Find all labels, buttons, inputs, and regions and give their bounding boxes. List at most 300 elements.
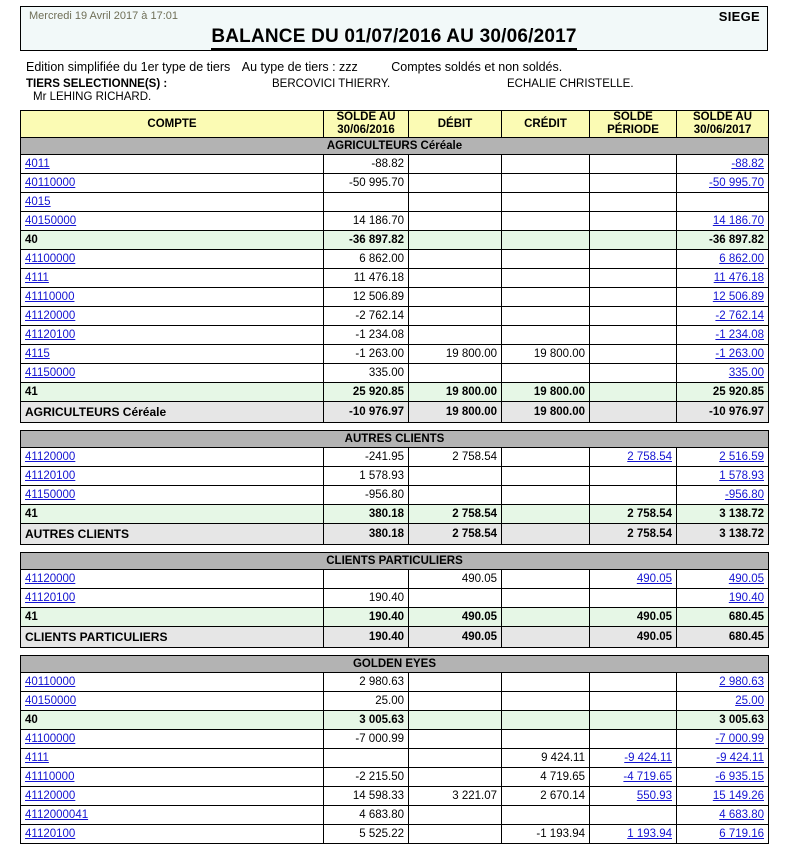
account-cell bbox=[21, 174, 324, 193]
table-row bbox=[21, 448, 769, 467]
solde-new-link[interactable]: 25.00 bbox=[735, 695, 764, 707]
section-spacer-cell bbox=[21, 648, 769, 656]
solde-periode-link[interactable]: 490.05 bbox=[636, 573, 672, 585]
solde-periode-cell: 2 758.54 bbox=[590, 524, 677, 545]
subtotal-row bbox=[21, 608, 769, 627]
debit-cell: 2 758.54 bbox=[409, 505, 502, 524]
solde-periode-cell bbox=[590, 307, 677, 326]
solde-new-cell: 25 920.85 bbox=[677, 383, 769, 402]
debit-cell bbox=[409, 730, 502, 749]
solde-new-link[interactable]: 335.00 bbox=[728, 367, 764, 379]
account-link[interactable]: 41120000 bbox=[25, 790, 76, 802]
account-cell bbox=[21, 288, 324, 307]
table-row bbox=[21, 155, 769, 174]
debit-cell: 2 758.54 bbox=[409, 448, 502, 467]
solde-new-cell bbox=[677, 467, 769, 486]
debit-cell: 3 221.07 bbox=[409, 787, 502, 806]
credit-cell bbox=[502, 505, 590, 524]
account-cell bbox=[21, 673, 324, 692]
solde-new-link[interactable]: 490.05 bbox=[728, 573, 764, 585]
solde-periode-cell bbox=[590, 193, 677, 212]
credit-cell: 2 670.14 bbox=[502, 787, 590, 806]
solde-new-cell bbox=[677, 448, 769, 467]
credit-cell bbox=[502, 448, 590, 467]
solde-new-cell: 680.45 bbox=[677, 608, 769, 627]
table-row bbox=[21, 250, 769, 269]
table-row bbox=[21, 673, 769, 692]
table-row bbox=[21, 269, 769, 288]
solde-new-link[interactable]: 190.40 bbox=[728, 592, 764, 604]
account-cell bbox=[21, 768, 324, 787]
solde-periode-cell bbox=[590, 383, 677, 402]
account-cell bbox=[21, 448, 324, 467]
subtotal-label-cell: 40 bbox=[21, 711, 324, 730]
debit-cell: 2 758.54 bbox=[409, 524, 502, 545]
solde-periode-cell bbox=[590, 231, 677, 250]
account-link[interactable]: 4111 bbox=[25, 272, 49, 284]
solde-periode-link[interactable]: 550.93 bbox=[636, 790, 672, 802]
solde-new-cell: 3 005.63 bbox=[677, 711, 769, 730]
solde-periode-cell: 2 758.54 bbox=[590, 505, 677, 524]
table-row bbox=[21, 692, 769, 711]
credit-cell bbox=[502, 174, 590, 193]
credit-cell: -1 193.94 bbox=[502, 825, 590, 844]
account-link[interactable]: 41110000 bbox=[25, 771, 75, 783]
credit-cell bbox=[502, 231, 590, 250]
column-header-credit bbox=[502, 111, 590, 138]
account-link[interactable]: 41100000 bbox=[25, 253, 76, 265]
solde-periode-link[interactable]: -4 719.65 bbox=[623, 771, 672, 783]
type-tiers-label: Au type de tiers : zzz bbox=[241, 60, 358, 74]
tiers-name-3: Mr LEHING RICHARD. bbox=[33, 91, 152, 103]
credit-cell: 19 800.00 bbox=[502, 345, 590, 364]
solde-prev-cell: 1 578.93 bbox=[324, 467, 409, 486]
solde-new-link[interactable]: 2 980.63 bbox=[719, 676, 764, 688]
solde-periode-cell: 490.05 bbox=[590, 608, 677, 627]
solde-prev-cell: -2 762.14 bbox=[324, 307, 409, 326]
table-row bbox=[21, 825, 769, 844]
solde-new-link[interactable]: 14 186.70 bbox=[712, 215, 764, 227]
section-spacer bbox=[21, 423, 769, 431]
account-link[interactable]: 41150000 bbox=[25, 367, 76, 379]
account-cell bbox=[21, 825, 324, 844]
solde-new-link[interactable]: 12 506.89 bbox=[712, 291, 764, 303]
solde-periode-cell bbox=[590, 787, 677, 806]
solde-prev-cell bbox=[324, 749, 409, 768]
section-header-row bbox=[21, 553, 769, 570]
column-header-debit-l1: DÉBIT bbox=[437, 117, 473, 130]
solde-prev-cell: -2 215.50 bbox=[324, 768, 409, 787]
table-row bbox=[21, 345, 769, 364]
account-link[interactable]: 41150000 bbox=[25, 489, 76, 501]
debit-cell bbox=[409, 269, 502, 288]
solde-periode-cell bbox=[590, 364, 677, 383]
column-header-credit-l1: CRÉDIT bbox=[524, 117, 567, 130]
solde-periode-cell bbox=[590, 288, 677, 307]
solde-periode-cell bbox=[590, 486, 677, 505]
solde-prev-cell: 14 186.70 bbox=[324, 212, 409, 231]
solde-prev-cell: 335.00 bbox=[324, 364, 409, 383]
total-label-cell: AGRICULTEURS Céréale bbox=[21, 402, 324, 423]
solde-new-link[interactable]: -2 762.14 bbox=[715, 310, 764, 322]
solde-new-cell: 3 138.72 bbox=[677, 524, 769, 545]
total-row bbox=[21, 524, 769, 545]
account-cell bbox=[21, 692, 324, 711]
edition-line bbox=[26, 60, 562, 74]
solde-prev-cell: -50 995.70 bbox=[324, 174, 409, 193]
solde-new-link[interactable]: 1 578.93 bbox=[719, 470, 764, 482]
print-timestamp: Mercredi 19 Avril 2017 à 17:01 bbox=[29, 10, 178, 22]
account-cell bbox=[21, 467, 324, 486]
table-row bbox=[21, 288, 769, 307]
solde-periode-cell bbox=[590, 467, 677, 486]
solde-prev-cell bbox=[324, 570, 409, 589]
account-cell bbox=[21, 155, 324, 174]
table-row bbox=[21, 364, 769, 383]
credit-cell: 9 424.11 bbox=[502, 749, 590, 768]
solde-prev-cell: -241.95 bbox=[324, 448, 409, 467]
account-cell bbox=[21, 364, 324, 383]
solde-new-cell bbox=[677, 174, 769, 193]
section-spacer bbox=[21, 648, 769, 656]
solde-prev-cell: 380.18 bbox=[324, 505, 409, 524]
solde-new-cell bbox=[677, 269, 769, 288]
solde-new-link[interactable]: -1 263.00 bbox=[715, 348, 764, 360]
solde-periode-cell bbox=[590, 692, 677, 711]
solde-periode-cell bbox=[590, 806, 677, 825]
solde-prev-cell: -88.82 bbox=[324, 155, 409, 174]
total-label-cell: AUTRES CLIENTS bbox=[21, 524, 324, 545]
debit-cell bbox=[409, 193, 502, 212]
debit-cell bbox=[409, 364, 502, 383]
solde-new-cell bbox=[677, 307, 769, 326]
report-title-banner bbox=[20, 6, 768, 51]
solde-new-link[interactable]: -956.80 bbox=[724, 489, 764, 501]
column-header-compte bbox=[21, 111, 324, 138]
account-link[interactable]: 41120000 bbox=[25, 310, 76, 322]
solde-periode-cell bbox=[590, 402, 677, 423]
account-cell bbox=[21, 212, 324, 231]
column-header-solde-prev-l1: SOLDE AU bbox=[336, 111, 396, 123]
solde-prev-cell: -7 000.99 bbox=[324, 730, 409, 749]
account-cell bbox=[21, 787, 324, 806]
credit-cell bbox=[502, 589, 590, 608]
account-link[interactable]: 4112000041 bbox=[25, 809, 89, 821]
solde-prev-cell: -956.80 bbox=[324, 486, 409, 505]
solde-prev-cell: -36 897.82 bbox=[324, 231, 409, 250]
solde-periode-link[interactable]: 1 193.94 bbox=[627, 828, 672, 840]
section-title: CLIENTS PARTICULIERS bbox=[21, 553, 769, 570]
solde-periode-cell bbox=[590, 673, 677, 692]
column-header-solde-periode-l2: PÉRIODE bbox=[607, 124, 659, 136]
solde-new-link[interactable]: 2 516.59 bbox=[719, 451, 764, 463]
solde-new-link[interactable]: -7 000.99 bbox=[715, 733, 764, 745]
credit-cell bbox=[502, 806, 590, 825]
balance-table-wrapper bbox=[20, 110, 768, 844]
account-cell bbox=[21, 730, 324, 749]
solde-periode-link[interactable]: 2 758.54 bbox=[627, 451, 672, 463]
solde-new-link[interactable]: 6 862.00 bbox=[719, 253, 764, 265]
credit-cell bbox=[502, 288, 590, 307]
solde-prev-cell: 5 525.22 bbox=[324, 825, 409, 844]
section-title: GOLDEN EYES bbox=[21, 656, 769, 673]
table-body bbox=[21, 138, 769, 844]
section-title: AGRICULTEURS Céréale bbox=[21, 138, 769, 155]
debit-cell bbox=[409, 768, 502, 787]
solde-new-link[interactable]: 4 683.80 bbox=[719, 809, 764, 821]
solde-new-cell bbox=[677, 825, 769, 844]
solde-new-cell bbox=[677, 589, 769, 608]
solde-periode-cell bbox=[590, 345, 677, 364]
credit-cell bbox=[502, 486, 590, 505]
account-link[interactable]: 41120000 bbox=[25, 573, 76, 585]
credit-cell bbox=[502, 250, 590, 269]
solde-new-cell: 3 138.72 bbox=[677, 505, 769, 524]
solde-new-link[interactable]: -50 995.70 bbox=[709, 177, 764, 189]
solde-periode-cell bbox=[590, 174, 677, 193]
solde-new-link[interactable]: -88.82 bbox=[731, 158, 764, 170]
account-link[interactable]: 41110000 bbox=[25, 291, 75, 303]
balance-table bbox=[20, 110, 769, 844]
debit-cell bbox=[409, 806, 502, 825]
account-cell bbox=[21, 570, 324, 589]
total-label-cell: CLIENTS PARTICULIERS bbox=[21, 627, 324, 648]
debit-cell bbox=[409, 673, 502, 692]
solde-new-cell bbox=[677, 288, 769, 307]
credit-cell bbox=[502, 608, 590, 627]
solde-prev-cell: 11 476.18 bbox=[324, 269, 409, 288]
account-cell bbox=[21, 806, 324, 825]
solde-new-cell bbox=[677, 768, 769, 787]
account-link[interactable]: 4115 bbox=[25, 348, 50, 360]
debit-cell: 19 800.00 bbox=[409, 345, 502, 364]
table-row bbox=[21, 589, 769, 608]
solde-periode-cell bbox=[590, 448, 677, 467]
solde-prev-cell: -1 263.00 bbox=[324, 345, 409, 364]
account-cell bbox=[21, 589, 324, 608]
account-link[interactable]: 40150000 bbox=[25, 695, 77, 707]
credit-cell: 4 719.65 bbox=[502, 768, 590, 787]
account-link[interactable]: 41120100 bbox=[25, 470, 76, 482]
account-link[interactable]: 40150000 bbox=[25, 215, 77, 227]
solde-periode-cell bbox=[590, 711, 677, 730]
solde-new-cell bbox=[677, 570, 769, 589]
subtotal-label-cell: 40 bbox=[21, 231, 324, 250]
table-row bbox=[21, 486, 769, 505]
solde-new-link[interactable]: -9 424.11 bbox=[716, 752, 764, 764]
credit-cell bbox=[502, 570, 590, 589]
section-spacer bbox=[21, 545, 769, 553]
account-link[interactable]: 41120100 bbox=[25, 329, 76, 341]
solde-prev-cell: 3 005.63 bbox=[324, 711, 409, 730]
solde-periode-cell bbox=[590, 326, 677, 345]
page-title bbox=[21, 26, 767, 48]
debit-cell bbox=[409, 174, 502, 193]
tiers-name-2: ECHALIE CHRISTELLE. bbox=[507, 78, 634, 90]
debit-cell bbox=[409, 825, 502, 844]
solde-periode-cell bbox=[590, 250, 677, 269]
solde-new-cell bbox=[677, 250, 769, 269]
solde-new-cell: -10 976.97 bbox=[677, 402, 769, 423]
column-header-debit bbox=[409, 111, 502, 138]
credit-cell bbox=[502, 692, 590, 711]
credit-cell bbox=[502, 326, 590, 345]
account-link[interactable]: 40110000 bbox=[25, 676, 76, 688]
tiers-name-1: BERCOVICI THIERRY. bbox=[272, 78, 391, 90]
solde-new-cell bbox=[677, 193, 769, 212]
solde-prev-cell: 14 598.33 bbox=[324, 787, 409, 806]
solde-new-cell bbox=[677, 345, 769, 364]
solde-new-cell bbox=[677, 692, 769, 711]
table-head bbox=[21, 111, 769, 138]
solde-periode-cell bbox=[590, 589, 677, 608]
solde-periode-cell: 490.05 bbox=[590, 627, 677, 648]
debit-cell bbox=[409, 711, 502, 730]
site-label: SIEGE bbox=[718, 9, 760, 24]
solde-prev-cell: 190.40 bbox=[324, 608, 409, 627]
solde-new-cell bbox=[677, 673, 769, 692]
column-header-row bbox=[21, 111, 769, 138]
subtotal-label-cell: 41 bbox=[21, 505, 324, 524]
table-row bbox=[21, 174, 769, 193]
debit-cell bbox=[409, 307, 502, 326]
solde-prev-cell: 25.00 bbox=[324, 692, 409, 711]
account-link[interactable]: 4111 bbox=[25, 752, 49, 764]
solde-prev-cell: 12 506.89 bbox=[324, 288, 409, 307]
column-header-solde-prev bbox=[324, 111, 409, 138]
subtotal-row bbox=[21, 231, 769, 250]
solde-prev-cell: -10 976.97 bbox=[324, 402, 409, 423]
table-row bbox=[21, 787, 769, 806]
debit-cell bbox=[409, 231, 502, 250]
table-row bbox=[21, 307, 769, 326]
credit-cell bbox=[502, 467, 590, 486]
debit-cell: 490.05 bbox=[409, 627, 502, 648]
solde-periode-cell bbox=[590, 749, 677, 768]
credit-cell bbox=[502, 711, 590, 730]
table-row bbox=[21, 570, 769, 589]
subtotal-label-cell: 41 bbox=[21, 608, 324, 627]
debit-cell bbox=[409, 326, 502, 345]
section-title: AUTRES CLIENTS bbox=[21, 431, 769, 448]
section-header-row bbox=[21, 431, 769, 448]
solde-periode-cell bbox=[590, 730, 677, 749]
solde-periode-cell bbox=[590, 768, 677, 787]
subtotal-row bbox=[21, 711, 769, 730]
solde-new-cell bbox=[677, 212, 769, 231]
debit-cell bbox=[409, 212, 502, 231]
solde-new-cell bbox=[677, 364, 769, 383]
solde-new-cell bbox=[677, 486, 769, 505]
solde-prev-cell: 190.40 bbox=[324, 627, 409, 648]
column-header-solde-periode bbox=[590, 111, 677, 138]
solde-periode-link[interactable]: -9 424.11 bbox=[624, 752, 672, 764]
section-header-row bbox=[21, 138, 769, 155]
solde-new-cell bbox=[677, 326, 769, 345]
table-row bbox=[21, 212, 769, 231]
account-link[interactable]: 41100000 bbox=[25, 733, 76, 745]
solde-new-cell bbox=[677, 155, 769, 174]
debit-cell bbox=[409, 486, 502, 505]
solde-prev-cell: 2 980.63 bbox=[324, 673, 409, 692]
debit-cell bbox=[409, 692, 502, 711]
credit-cell: 19 800.00 bbox=[502, 383, 590, 402]
credit-cell bbox=[502, 627, 590, 648]
solde-new-link[interactable]: 6 719.16 bbox=[719, 828, 764, 840]
column-header-solde-new-l1: SOLDE AU bbox=[693, 111, 752, 123]
total-row bbox=[21, 627, 769, 648]
solde-prev-cell bbox=[324, 193, 409, 212]
subtotal-row bbox=[21, 383, 769, 402]
solde-new-cell: -36 897.82 bbox=[677, 231, 769, 250]
table-row bbox=[21, 467, 769, 486]
solde-new-link[interactable]: -6 935.15 bbox=[715, 771, 764, 783]
account-link[interactable]: 40110000 bbox=[25, 177, 76, 189]
account-link[interactable]: 4011 bbox=[25, 158, 50, 170]
account-link[interactable]: 41120100 bbox=[25, 828, 76, 840]
credit-cell bbox=[502, 212, 590, 231]
credit-cell bbox=[502, 155, 590, 174]
account-link[interactable]: 4015 bbox=[25, 196, 51, 208]
comptes-soldes-label: Comptes soldés et non soldés. bbox=[391, 60, 563, 74]
account-cell bbox=[21, 345, 324, 364]
account-cell bbox=[21, 307, 324, 326]
solde-prev-cell: 4 683.80 bbox=[324, 806, 409, 825]
solde-new-link[interactable]: 15 149.26 bbox=[712, 790, 764, 802]
column-header-solde-periode-l1: SOLDE bbox=[613, 111, 653, 123]
solde-new-cell bbox=[677, 749, 769, 768]
debit-cell: 19 800.00 bbox=[409, 383, 502, 402]
debit-cell bbox=[409, 589, 502, 608]
page-title-text: BALANCE DU 01/07/2016 AU 30/06/2017 bbox=[211, 26, 576, 50]
subtotal-row bbox=[21, 505, 769, 524]
column-header-solde-prev-l2: 30/06/2016 bbox=[337, 124, 395, 136]
edition-label: Edition simplifiée du 1er type de tiers bbox=[26, 60, 231, 74]
table-row bbox=[21, 749, 769, 768]
account-cell bbox=[21, 326, 324, 345]
solde-periode-cell bbox=[590, 570, 677, 589]
account-link[interactable]: 41120100 bbox=[25, 592, 76, 604]
column-header-solde-new-l2: 30/06/2017 bbox=[693, 124, 752, 136]
credit-cell bbox=[502, 269, 590, 288]
tiers-selected-label: TIERS SELECTIONNE(S) : bbox=[26, 78, 168, 90]
solde-prev-cell: 190.40 bbox=[324, 589, 409, 608]
table-row bbox=[21, 806, 769, 825]
credit-cell bbox=[502, 673, 590, 692]
section-spacer-cell bbox=[21, 423, 769, 431]
solde-new-cell bbox=[677, 730, 769, 749]
table-row bbox=[21, 768, 769, 787]
solde-prev-cell: 380.18 bbox=[324, 524, 409, 545]
solde-periode-cell bbox=[590, 269, 677, 288]
solde-new-cell bbox=[677, 806, 769, 825]
debit-cell: 490.05 bbox=[409, 570, 502, 589]
solde-new-cell: 680.45 bbox=[677, 627, 769, 648]
total-row bbox=[21, 402, 769, 423]
account-link[interactable]: 41120000 bbox=[25, 451, 76, 463]
solde-prev-cell: 25 920.85 bbox=[324, 383, 409, 402]
solde-new-link[interactable]: 11 476.18 bbox=[713, 272, 764, 284]
credit-cell bbox=[502, 193, 590, 212]
credit-cell bbox=[502, 524, 590, 545]
table-row bbox=[21, 326, 769, 345]
account-cell bbox=[21, 250, 324, 269]
section-spacer-cell bbox=[21, 545, 769, 553]
column-header-compte-l1: COMPTE bbox=[147, 117, 197, 130]
solde-new-link[interactable]: -1 234.08 bbox=[715, 329, 764, 341]
account-cell bbox=[21, 193, 324, 212]
solde-prev-cell: 6 862.00 bbox=[324, 250, 409, 269]
